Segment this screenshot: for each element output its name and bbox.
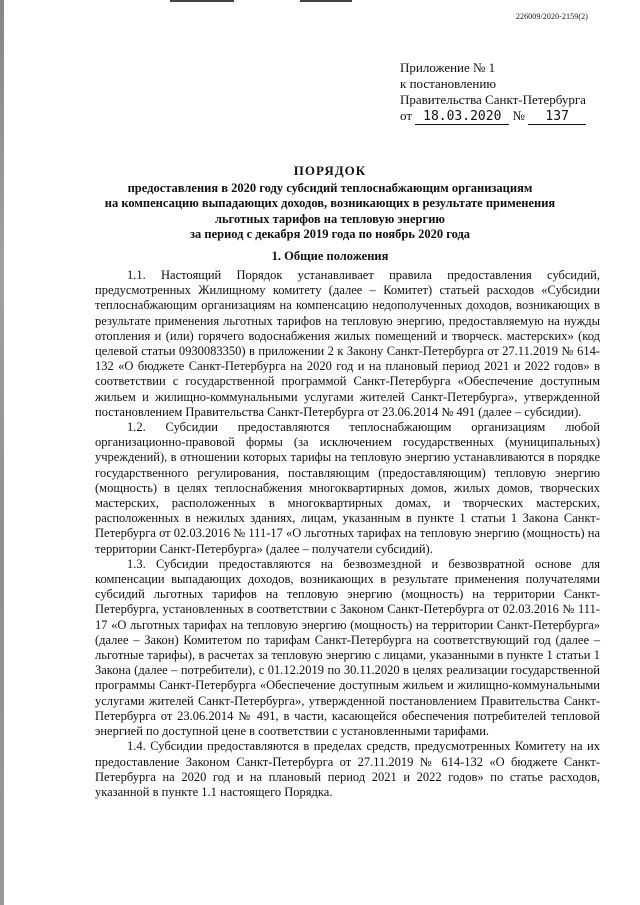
appendix-block bbox=[400, 60, 630, 125]
scan-edge-shadow bbox=[0, 0, 4, 905]
document-title bbox=[60, 163, 600, 243]
appendix-date-line bbox=[400, 108, 630, 125]
title-line: на компенсацию выпадающих доходов, возникающих в результате применения bbox=[104, 196, 556, 210]
appendix-line: к постановлению bbox=[400, 76, 497, 91]
from-label: от bbox=[400, 108, 413, 123]
body-text bbox=[95, 268, 600, 800]
paragraph: 1.4. Субсидии предоставляются в пределах средств, предусмотренных Комитету на их предоставление Законом Санкт-Петербурга от 27.11.2019 № 614-132 «О бюджете Санкт-Петербурга на 2020 год и на плановый период 2021 и 2022 годов» по статье расходов, указанной в пункте 1.1 настоящего Порядка. bbox=[95, 739, 600, 799]
paragraph: 1.1. Настоящий Порядок устанавливает правила предоставления субсидий, предусмотренных Жилищному комитету (далее – Комитет) статьей расходов «Субсидии теплоснабжающим организациям на компенсацию недополученных доходов, возникающих в результате применения льготных тарифов на тепловую энергию, предоставляемую на нужды отопления и (или) горячего водоснабжения жилых помещений и творческ. мастерских» (код целевой статьи 0930083350) в приложении 2 к Закону Санкт-Петербурга от 27.11.2019 № 614-132 «О бюджете Санкт-Петербурга на 2020 год и на плановый период 2021 и 2022 годов» в соответствии с государственной программой Санкт-Петербурга «Обеспечение доступным жильем и жилищно-коммунальными услугами жителей Санкт-Петербурга», утвержденной постановлением Правительства Санкт-Петербурга от 23.06.2014 № 491 (далее – субсидии). bbox=[95, 268, 600, 419]
scan-top-mark bbox=[170, 0, 234, 2]
appendix-line: Правительства Санкт-Петербурга bbox=[400, 92, 586, 107]
appendix-line: Приложение № 1 bbox=[400, 60, 496, 75]
title-main: ПОРЯДОК bbox=[293, 163, 367, 178]
title-line: за период с декабря 2019 года по ноябрь 2020 года bbox=[189, 227, 471, 241]
title-line: льготных тарифов на тепловую энергию bbox=[215, 211, 445, 226]
decree-date: 18.03.2020 bbox=[415, 110, 509, 125]
number-label: № bbox=[512, 108, 525, 123]
paragraph: 1.3. Субсидии предоставляются на безвозмездной и безвозвратной основе для компенсации выпадающих доходов, возникающих в результате применения получателями субсидий льготных тарифов на тепловую энергию (мощность) на территории Санкт-Петербурга, установленных в соответствии с Законом Санкт-Петербурга от 02.03.2016 № 111-17 «О льготных тарифах на тепловую энергию (мощность) на территории Санкт-Петербурга» (далее – Закон) Комитетом по тарифам Санкт-Петербурга на соответствующий год (далее – льготные тарифы), в расчетах за тепловую энергию с лицами, указанными в пункте 1 статьи 1 Закона (далее – потребители), с 01.12.2019 по 30.11.2020 в целях реализации государственной программы Санкт-Петербурга «Обеспечение доступным жильем и жилищно-коммунальными услугами жителей Санкт-Петербурга», утвержденной постановлением Правительства Санкт-Петербурга от 23.06.2014 № 491, в части, касающейся обеспечения потребителей тепловой энергией по доступной цене в соответствии с установленными тарифами. bbox=[95, 556, 600, 739]
scan-top-mark bbox=[300, 0, 352, 2]
document-id: 226009/2020-2159(2) bbox=[515, 12, 588, 21]
decree-number: 137 bbox=[528, 110, 586, 125]
title-line: предоставления в 2020 году субсидий теплоснабжающим организациям bbox=[127, 180, 533, 195]
section-heading: 1. Общие положения bbox=[271, 249, 389, 263]
paragraph: 1.2. Субсидии предоставляются теплоснабжающим организациям любой организационно-правовой формы (за исключением государственных (муниципальных) учреждений), в отношении которых тарифы на тепловую энергию устанавливаются в порядке государственного регулирования, поставляющим (предоставляющим) тепловую энергию (мощность) в целях теплоснабжения многоквартирных домов, жилых домов, творческих мастерских, расположенных в многоквартирных домах, и творческих мастерских, расположенных в нежилых зданиях, лицам, указанным в пункте 1 статьи 1 Закона Санкт-Петербурга от 02.03.2016 № 111-17 «О льготных тарифах на тепловую энергию (мощность) на территории Санкт-Петербурга» (далее – получатели субсидий). bbox=[95, 420, 600, 556]
